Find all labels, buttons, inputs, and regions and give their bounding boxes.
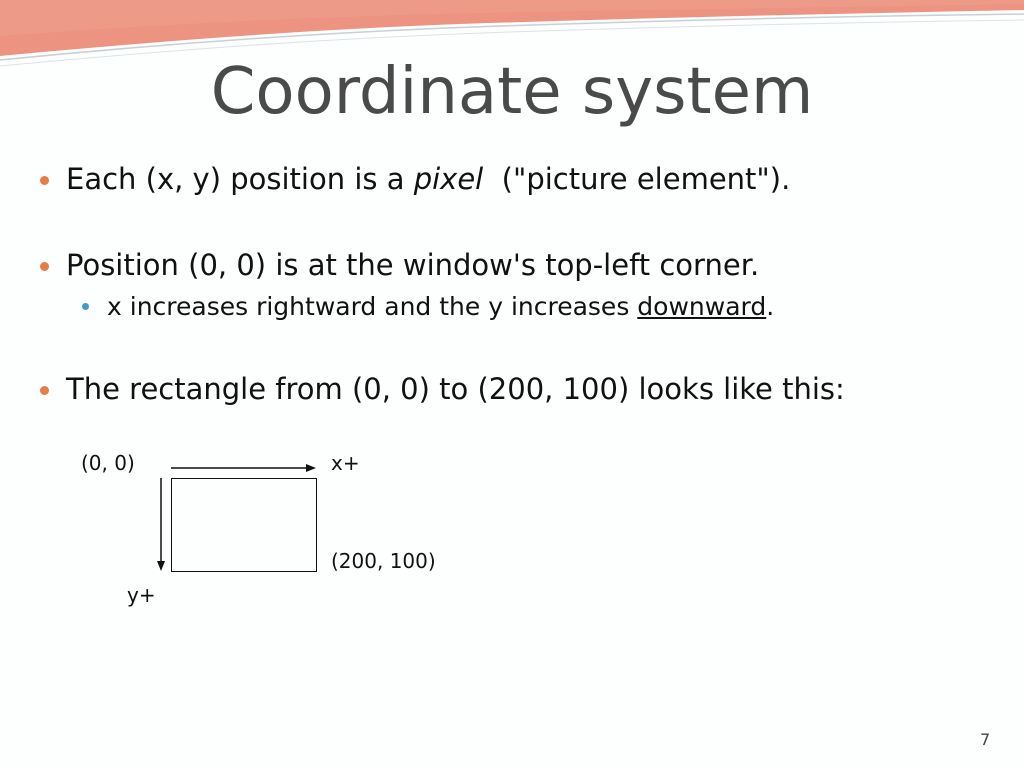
bullet-text-before: Each (x, y) position is a [66,162,414,196]
sub-bullet-underlined: downward [637,292,767,321]
x-axis-arrow [171,464,316,472]
origin-label: (0, 0) [81,451,135,475]
y-axis-arrow [157,478,165,571]
bullet-text: The rectangle from (0, 0) to (200, 100) looks like this: [66,372,845,406]
sub-bullet-text-after: . [766,292,775,321]
bullet-text-emphasis: pixel [413,162,484,196]
slide-title: Coordinate system [210,55,814,129]
y-axis-label: y+ [127,583,156,607]
bullet-text-after: ("picture element"). [483,162,791,196]
sub-bullet-text-before: x increases rightward and the y increases [107,292,638,321]
corner-label: (200, 100) [331,549,436,573]
x-axis-label: x+ [331,451,360,475]
page-number: 7 [980,730,991,749]
example-rectangle [171,478,317,572]
bullet-text: Position (0, 0) is at the window's top-left corner. [66,248,760,282]
